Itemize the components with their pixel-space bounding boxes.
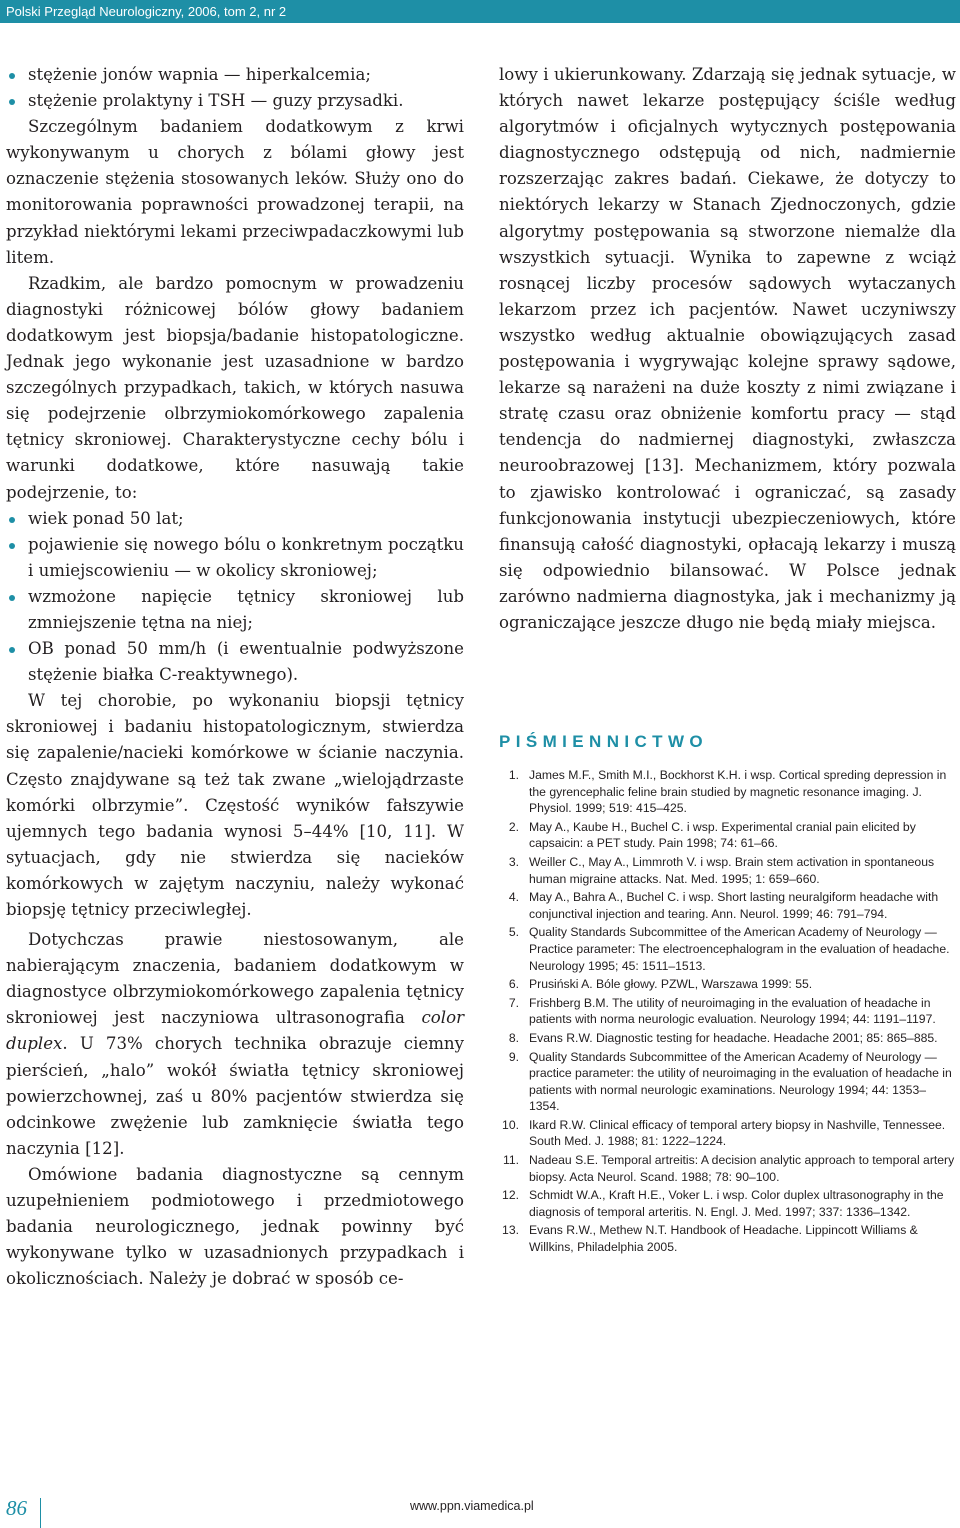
reference-item: 6. Prusiński A. Bóle głowy. PZWL, Warszawa 1999: 55. (508, 977, 813, 992)
bullet-icon (9, 647, 15, 653)
italic-term: color duplex (6, 1008, 464, 1054)
bullet-list-criteria (6, 506, 464, 689)
reference-item: 4. May A., Bahra A., Buchel C. i wsp. Short lasting neuralgiform headache with conjunctival injection and tearing. Ann. Neurol. 1999; 46: 791–794. (508, 890, 939, 921)
reference-item: 12. Schmidt W.A., Kraft H.E., Voker L. i wsp. Color duplex ultrasonography in the diagnosis of temporal arteritis. N. Engl. J. Med. 1997; 337: 1336–1342. (502, 1188, 944, 1219)
reference-item: 1. James M.F., Smith M.I., Bockhorst K.H. i wsp. Cortical spreding depression in the gyrencephalic feline brain studied by magnetic resonance imaging. J. Physiol. 1999; 519: 415–425. (508, 768, 947, 816)
reference-item: 9. Quality Standards Subcommittee of the American Academy of Neurology — practice parameter: the utility of neuroimaging in the evaluation of headache in patients with normal neurologic examinations. Neurology 1994; 44: 1353–1354. (508, 1049, 952, 1114)
journal-title: Polski Przegląd Neurologiczny, 2006, tom 2, nr 2 (6, 4, 287, 19)
reference-item: 7. Frishberg B.M. The utility of neuroimaging in the evaluation of headache in patients with norma neurologic evaluation. Neurology 1994; 44: 1191–1197. (508, 995, 936, 1027)
bullet-icon (9, 99, 15, 105)
left-column (6, 62, 464, 1292)
paragraph: Rzadkim, ale bardzo pomocnym w prowadzeniu diagnostyki różnicowej bólów głowy badaniem dodatkowym jest biopsja/badanie histopatologiczne. Jednak jego wykonanie jest uzasadnione w bardzo szczególnych przypadkach, takich, w których nasuwa się podejrzenie olbrzymiokomórkowego zapalenia tętnicy skroniowej. Charakterystyczne cechy bólu i warunki dodatkowe, które nasuwają takie podejrzenie, to: (6, 273, 464, 502)
reference-item: 13. Evans R.W., Methew N.T. Handbook of Headache. Lippincott Williams & Willkins, Philadelphia 2005. (502, 1223, 918, 1255)
references-heading: PIŚMIENNICTWO (499, 732, 709, 751)
paragraph: Szczególnym badaniem dodatkowym z krwi wykonywanym u chorych z bólami głowy jest oznaczenie stężenia stosowanych leków. Służy ono do monitorowania poprawności prowadzonej terapii, na przykład niektórymi lekami przeciwpadaczkowymi lub litem. (6, 117, 464, 267)
paragraph: Omówione badania diagnostyczne są cennym uzupełnieniem podmiotowego i przedmiotowego badania neurologicznego, jednak powinny być wykonywane tylko w uzasadnionych przypadkach i okolicznościach. Należy je dobrać w sposób ce- (6, 1164, 464, 1289)
list-item: pojawienie się nowego bólu o konkretnym początku i umiejscowieniu — w okolicy skroniowej; (6, 532, 464, 584)
reference-item: 8. Evans R.W. Diagnostic testing for headache. Headache 2001; 85: 865–885. (508, 1030, 938, 1045)
bullet-list-top (6, 62, 464, 114)
page-number: 86 (6, 1496, 27, 1520)
paragraph: lowy i ukierunkowany. Zdarzają się jednak sytuacje, w których nawet lekarze postępujący ściśle według algorytmów i oficjalnych wytycznych postępowania diagnostycznego odstępują od nich, nadmiernie rozszerzając zakres badań. Ciekawe, że dotyczy to niektórych lekarzy w Stanach Zjednoczonych, gdzie algorytmy postępowania są stworzone niemalże dla wszystkich sytuacji. Wynika to zapewne z wciąż rosnącej liczby procesów sądowych wytaczanych lekarzom przez ich pacjentów. Nawet uczyniwszy wszystko według aktualnie obowiązujących zasad postępowania i wygrywając kolejne sprawy sądowe, lekarze są narażeni na duże koszty z nimi związane i stratę czasu oraz obniżenie komfortu pracy — stąd tendencja do nadmiernej diagnostyki, zwłaszcza neuroobrazowej [13]. Mechanizmem, który pozwala to zjawisko kontrolować i ograniczać, są zasady funkcjonowania instytucji ubezpieczeniowych, które finansują całość diagnostyki, opłacają lekarzy i muszą się odpowiednio bilansować. W Polsce jednak zarówno nadmierna diagnostyka, jak i mechanizmy ją ograniczające jeszcze długo nie będą miały miejsca. (499, 65, 956, 632)
references-list (499, 767, 956, 1258)
reference-item: 5. Quality Standards Subcommittee of the American Academy of Neurology — Practice parameter: The electroencephalogram in the evaluation of headache. Neurology 1995; 45: 1511–1513. (508, 925, 950, 973)
list-item: stężenie prolaktyny i TSH — guzy przysadki. (6, 88, 464, 114)
journal-header (0, 0, 960, 23)
list-item: wzmożone napięcie tętnicy skroniowej lub zmniejszenie tętna na niej; (6, 584, 464, 636)
paragraph: W tej chorobie, po wykonaniu biopsji tętnicy skroniowej i badaniu histopatologicznym, stwierdza się zapalenie/nacieki komórkowe w ścianie naczynia. Często znajdywane są też tak zwane „wielojądrzaste komórki olbrzymie”. Częstość wyników fałszywie ujemnych tego badania wynosi 5–44% [10, 11]. W sytuacjach, gdy nie stwierdza się nacieków komórkowych w zajętym naczyniu, należy wykonać biopsję tętnicy przeciwległej. (6, 691, 464, 919)
reference-item: 11. Nadeau S.E. Temporal artreitis: A decision analytic approach to temporal artery biopsy. Acta Neurol. Scand. 1988; 78: 90–100. (502, 1153, 955, 1184)
bullet-icon (9, 543, 15, 549)
footer-divider (40, 1498, 41, 1528)
paragraph: Dotychczas prawie niestosowanym, ale nabierającym znaczenia, badaniem dodatkowym w diagnostyce olbrzymiokomórkowego zapalenia tętnicy skroniowej jest naczyniowa ultrasonografia color duplex. U 73% chorych technika obrazuje ciemny pierścień, „halo” wokół światła tętnicy skroniowej powierzchownej, zaś u 80% pacjentów stwierdza się odcinkowe zwężenie lub zamknięcie światła tego naczynia [12]. (6, 930, 464, 1158)
reference-item: 2. May A., Kaube H., Buchel C. i wsp. Experimental cranial pain elicited by capsaicin: a PET study. Pain 1998; 74: 61–66. (508, 819, 916, 851)
footer-url[interactable]: www.ppn.viamedica.pl (410, 1499, 534, 1513)
bullet-icon (9, 517, 15, 523)
list-item: OB ponad 50 mm/h (i ewentualnie podwyższone stężenie białka C-reaktywnego). (6, 636, 464, 688)
right-column (499, 62, 956, 636)
list-item: stężenie jonów wapnia — hiperkalcemia; (6, 62, 464, 88)
list-item: wiek ponad 50 lat; (6, 506, 464, 532)
reference-item: 3. Weiller C., May A., Limmroth V. i wsp. Brain stem activation in spontaneous human migraine attacks. Nat. Med. 1995; 1: 659–660. (508, 854, 935, 886)
reference-item: 10. Ikard R.W. Clinical efficacy of temporal artery biopsy in Nashville, Tennessee. South Med. J. 1988; 81: 1222–1224. (502, 1117, 946, 1149)
bullet-icon (9, 73, 15, 79)
bullet-icon (9, 595, 15, 601)
